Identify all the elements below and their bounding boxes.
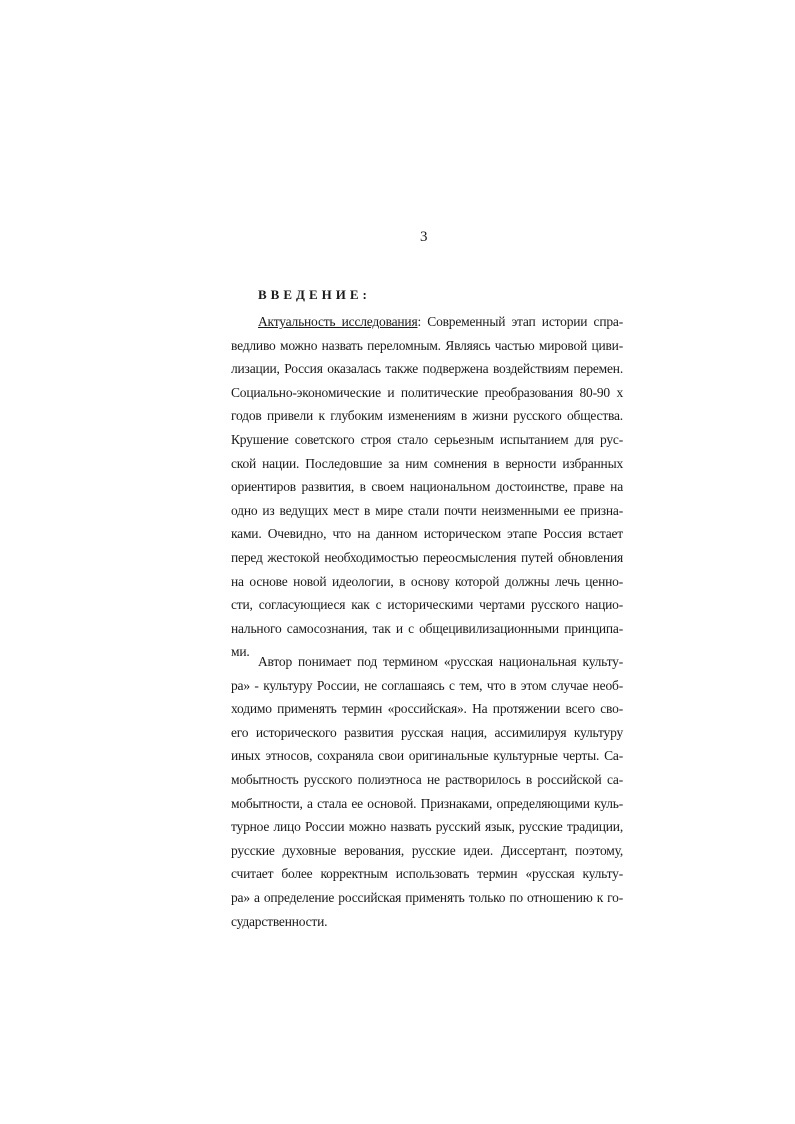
- text-line: годов привели к глубоким изменениям в жизни русского общества.: [231, 408, 623, 424]
- relevance-term: Актуальность исследования: [258, 314, 418, 329]
- text-line: иных этносов, сохраняла свои оригинальные культурные черты. Са-: [231, 748, 623, 764]
- text-line: турное лицо России можно назвать русский язык, русские традиции,: [231, 819, 623, 835]
- text-line: [231, 310, 623, 334]
- text-line: ра» а определение российская применять только по отношению к го-: [231, 889, 623, 905]
- text-line: лизации, Россия оказалась также подвержена воздействиям перемен.: [231, 361, 623, 377]
- text-line-fragment: : Современный этап истории спра-: [417, 314, 623, 329]
- text-line: одно из ведущих мест в мире стали почти неизменными ее призна-: [231, 502, 623, 518]
- text-line: сти, согласующиеся как с историческими чертами русского нацио-: [231, 597, 623, 613]
- section-heading: ВВЕДЕНИЕ:: [258, 287, 371, 302]
- text-line: мобытности, а стала ее основой. Признаками, определяющими куль-: [231, 795, 623, 811]
- text-line: мобытность русского полиэтноса не растворилось в российской са-: [231, 771, 623, 787]
- text-line: считает более корректным использовать термин «русская культу-: [231, 866, 623, 882]
- text-line: нального самосознания, так и с общецивилизационными принципа-: [231, 620, 623, 636]
- text-line: Автор понимает под термином «русская национальная культу-: [258, 654, 623, 669]
- text-line: ра» - культуру России, не соглашаясь с тем, что в этом случае необ-: [231, 677, 623, 693]
- text-line: ведливо можно назвать переломным. Являясь частью мировой циви-: [231, 337, 623, 353]
- paragraph-terminology: [231, 650, 623, 933]
- text-line: Социально-экономические и политические преобразования 80-90 х: [231, 384, 623, 400]
- text-line: ориентиров развития, в своем национальном достоинстве, праве на: [231, 479, 623, 495]
- text-line: Крушение советского строя стало серьезным испытанием для рус-: [231, 431, 623, 447]
- paragraph-relevance: [231, 310, 623, 664]
- text-line: ми.: [231, 644, 250, 660]
- text-line: на основе новой идеологии, в основу которой должны лечь ценно-: [231, 573, 623, 589]
- text-line: его исторического развития русская нация, ассимилируя культуру: [231, 724, 623, 740]
- text-line: ской нации. Последовшие за ним сомнения в верности избранных: [231, 455, 623, 471]
- text-line: сударственности.: [231, 913, 328, 929]
- text-line: русские духовные верования, русские идеи. Диссертант, поэтому,: [231, 842, 623, 858]
- text-line: ходимо применять термин «российская». На протяжении всего сво-: [231, 701, 623, 717]
- text-line: перед жестокой необходимостью переосмысления путей обновления: [231, 549, 623, 565]
- text-line: ками. Очевидно, что на данном историческом этапе Россия встает: [231, 526, 623, 542]
- page-number: 3: [420, 229, 428, 245]
